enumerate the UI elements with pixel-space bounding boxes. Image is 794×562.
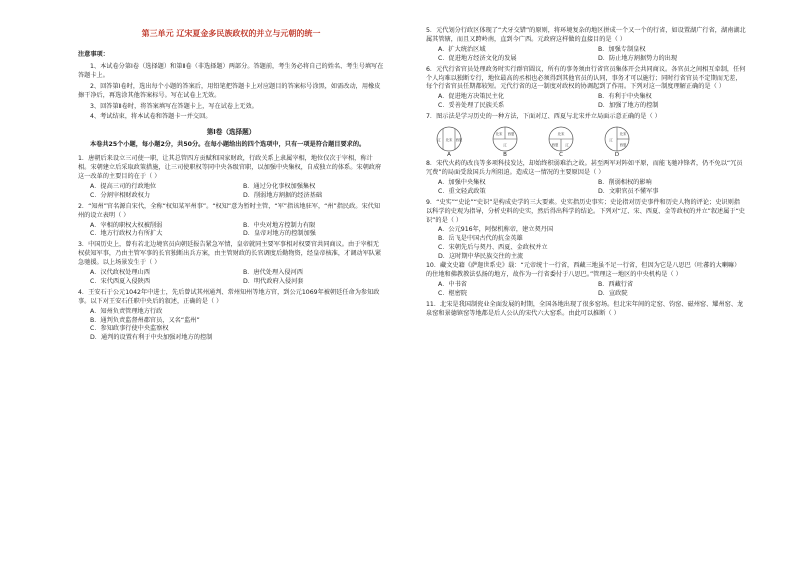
notice-heading: 注意事项： <box>78 51 109 58</box>
option: B．通判负责监督州郡官员，又名“监州” <box>90 316 200 324</box>
option: D．这时期中华民族交往的主流 <box>438 253 524 261</box>
option: A．公元916年，阿保机称帝，建立契丹国 <box>438 226 554 234</box>
option: D．削弱地方割据的经济基础 <box>243 191 323 199</box>
region-label: 北宋 <box>495 132 503 137</box>
diagram-option-d <box>600 126 634 159</box>
region-label: 辽 <box>437 138 441 143</box>
circle-diagram-b <box>488 126 522 152</box>
question-stem: 2．“知州”官名源自宋代，全称“权知某军州事”。“权知”意为暂时主管，“军”指该地驻军，“州”指民政。宋代知州的设立表明（ ） <box>78 202 381 219</box>
option: C．参知政事行使中央监察权 <box>90 325 169 333</box>
page-title: 第三单元 辽宋夏金多民族政权的并立与元朝的统一 <box>141 28 321 38</box>
notice-item: 2、回答第Ⅰ卷时，选出每个小题的答案后，用铅笔把答题卡上对应题目的答案标号涂黑，如需改动，用橡皮擦干净后，再选涂其他答案标号。写在试卷上无效。 <box>78 82 381 99</box>
circle-diagram-d <box>600 126 634 152</box>
question-stem: 4．王安石于公元1042年中进士，先后曾试其州通判、常州知州等地方官，到公元1069年被朝廷任命为参知政事。以下对王安石任职中央后的叙述，正确的是（ ） <box>78 288 380 305</box>
notice-item: 1、本试卷分第Ⅰ卷（选择题）和第Ⅱ卷（非选择题）两部分。答题前，考生务必将自己的姓名、考生号填写在答题卡上。 <box>78 62 384 79</box>
notice-item: 3、回答第Ⅱ卷时，将答案填写在答题卡上，写在试卷上无效。 <box>90 102 258 110</box>
diagram-option-a <box>432 126 466 159</box>
section-intro: 本卷共25个小题，每小题2分，共50分。在每小题给出的四个选项中，只有一项是符合题目要求的。 <box>90 141 366 149</box>
option: D．通判的设置有利于中央加强对地方的控制 <box>90 334 213 342</box>
question-options <box>426 93 746 111</box>
diagram-option-b <box>488 126 522 159</box>
option: B．有利于中央集权 <box>598 93 652 101</box>
option: A．促进地方决策民主化 <box>438 93 505 101</box>
region-label: 辽 <box>609 138 613 143</box>
question-options <box>426 281 746 299</box>
question-options <box>426 46 746 64</box>
option: D．防止地方割据势力的出现 <box>598 54 678 62</box>
option: C．妥善处理了民族关系 <box>438 102 505 110</box>
option: C．宋朝先后与契丹、西夏、金政权并立 <box>438 244 548 252</box>
region-label: 北宋 <box>445 138 453 143</box>
question-stem: 6．元代行省官员处理政务时实行群官圆议，所有的事务须由行省官员集体开会共同商议。各官员之间相互牵制，任何个人均难以独断专行，地位最高的丞相也必须得到其他官员的认同，事务才可以施行；同时行省官员不定期而无差，每个行省官员任期都较短。元代行省的这一制度对政权的协调起到了作用。下列对这一制度理解正确的是（ ） <box>426 65 746 91</box>
option: D．文职官员不懂军事 <box>598 187 659 195</box>
option: A．宰相的职权大权被削弱 <box>90 221 163 229</box>
option: A．汉代政权处理山西 <box>90 269 150 277</box>
circle-diagram-c <box>544 126 578 152</box>
option: A．知州负责管理地方行政 <box>90 307 163 315</box>
diagram-label: C <box>559 152 563 159</box>
question-stem: 1．唐朝后来设立三司使一职，让其总管四方贡赋和国家财政，行政关系上隶属宰相，地位仅次于宰相，称计相。宋朝建立后采取政策措施，让三司使职权等同中央各级官职，以加强中央集权，自成独立的体系。宋朝政府这一改革的主要目的在于（ ） <box>78 155 382 180</box>
diagram-label: D <box>614 152 620 159</box>
region-label: 西夏 <box>507 132 515 137</box>
option: C．分割宰相财政权力 <box>90 191 151 199</box>
option: A．扩大统治区域 <box>438 45 486 53</box>
question-stem: 10．藏文史籍《萨迦世系史》载：“元帝统十一行省，西藏三地虽不足一行省，但因为它是八思巴（吐蕃的大喇嘛）的住地和佛教教法弘扬的地方，故作为一行省委付于八思巴。”管理这一地区的中央机构是（ ） <box>426 262 741 278</box>
option: C．宋代西夏入侵陕西 <box>90 277 151 285</box>
option: A．中书省 <box>438 280 467 288</box>
option: C．枢密院 <box>438 289 468 297</box>
option: D．明代政府入侵河套 <box>243 277 304 285</box>
right-column <box>426 0 746 562</box>
option: B．岳飞是中国古代的抗金英雄 <box>438 235 523 243</box>
region-label: 西夏 <box>619 143 627 148</box>
option: C．地方行政权力有所扩大 <box>90 230 163 238</box>
option: B．西藏行省 <box>598 280 634 288</box>
region-label: 辽 <box>503 143 507 148</box>
question-stem: 7．图示法是学习历史的一种方法，下面对辽、西夏与北宋并立局面示意正确的是（ ） <box>426 113 661 121</box>
question-stem: 5．元代划分行政区体现了“犬牙交错”的原则，将环境复杂的地区拼成一个又一个的行省，如设置湖广行省，湖南湖北属其管辖，而且又跨岭南，直到今广西。元政府这样做的直接目的是（ ） <box>426 27 746 43</box>
question-options <box>78 222 384 240</box>
question-options <box>78 269 384 287</box>
option: D．宣政院 <box>598 289 628 297</box>
diagram-label: B <box>503 152 507 159</box>
option: D．加强了地方的控制 <box>598 102 659 110</box>
question-stem: 3．中国历史上，曾有若北边境官员向朝廷报告紧急军情，皇帝就同主要军事相对权要官共同商议。由于宰相无权获知军事，乃由主管军事的长官独断出兵方案，由主管财政的长官调度后勤物资，经皇帝核准，才调动军队紧急驰援。以上场景发生于（ ） <box>78 241 382 267</box>
question-stem: 9．“史实”“史论”“史识”是构成史学的三大要素。史实指历史事实；史论指对历史事件和历史人物的评论；史识则指以科学的史观为指导，分析史料的史实，然后得出科学的结论。下列对“辽、宋、西夏、金等政权的并立”叙述属于“史识”的是（ ） <box>426 198 745 224</box>
region-label: 北宋 <box>619 132 627 137</box>
question-options <box>426 179 746 197</box>
option: B．中央对地方控制力有限 <box>243 221 316 229</box>
question-stem: 11．北宋是我国制瓷业全面发展的时期，全国各地出现了很多窑场。但北宋年间的定窑、钧窑、磁州窑、耀州窑、龙泉窑和景德镇窑等地都是后人公认的宋代六大窑系。由此可以推断（ ） <box>426 300 744 317</box>
circle-diagram-a <box>432 126 466 152</box>
option: A．加强中央集权 <box>438 178 486 186</box>
option: B．加强专制皇权 <box>598 45 646 53</box>
left-column <box>78 0 384 562</box>
option: B．削弱相权的影响 <box>598 178 652 186</box>
region-label: 北宋 <box>557 132 565 137</box>
question-stem: 8．宋代火药的改良等多项科技发达，却始终积弱难治之故。甚至两军对阵如平原，而能飞驰冲锋者，仍不免以“冗员冗费”的局面受敌国兵力所阻迫。造成这一情况的主要原因是（ ） <box>426 160 743 176</box>
diagram-label: A <box>447 152 451 159</box>
notice-item: 4、考试结束，将本试卷和答题卡一并交回。 <box>90 113 212 121</box>
option: C．重文轻武政策 <box>438 187 486 195</box>
region-label: 西夏 <box>551 143 559 148</box>
section-heading: 第Ⅰ卷（选择题） <box>206 128 256 137</box>
option: B．唐代处理入侵河西 <box>243 269 303 277</box>
option: D．皇帝对地方的控制加强 <box>243 230 316 238</box>
region-label: 西夏 <box>455 138 463 143</box>
option: C．促进地方经济文化的发展 <box>438 54 517 62</box>
region-label: 辽 <box>565 143 569 148</box>
diagram-option-c <box>544 126 578 159</box>
option: A．提高三司的行政地位 <box>90 182 157 190</box>
question-options <box>78 183 384 201</box>
option: B．通过分化事权加强集权 <box>243 182 316 190</box>
diagram-options <box>432 126 746 159</box>
